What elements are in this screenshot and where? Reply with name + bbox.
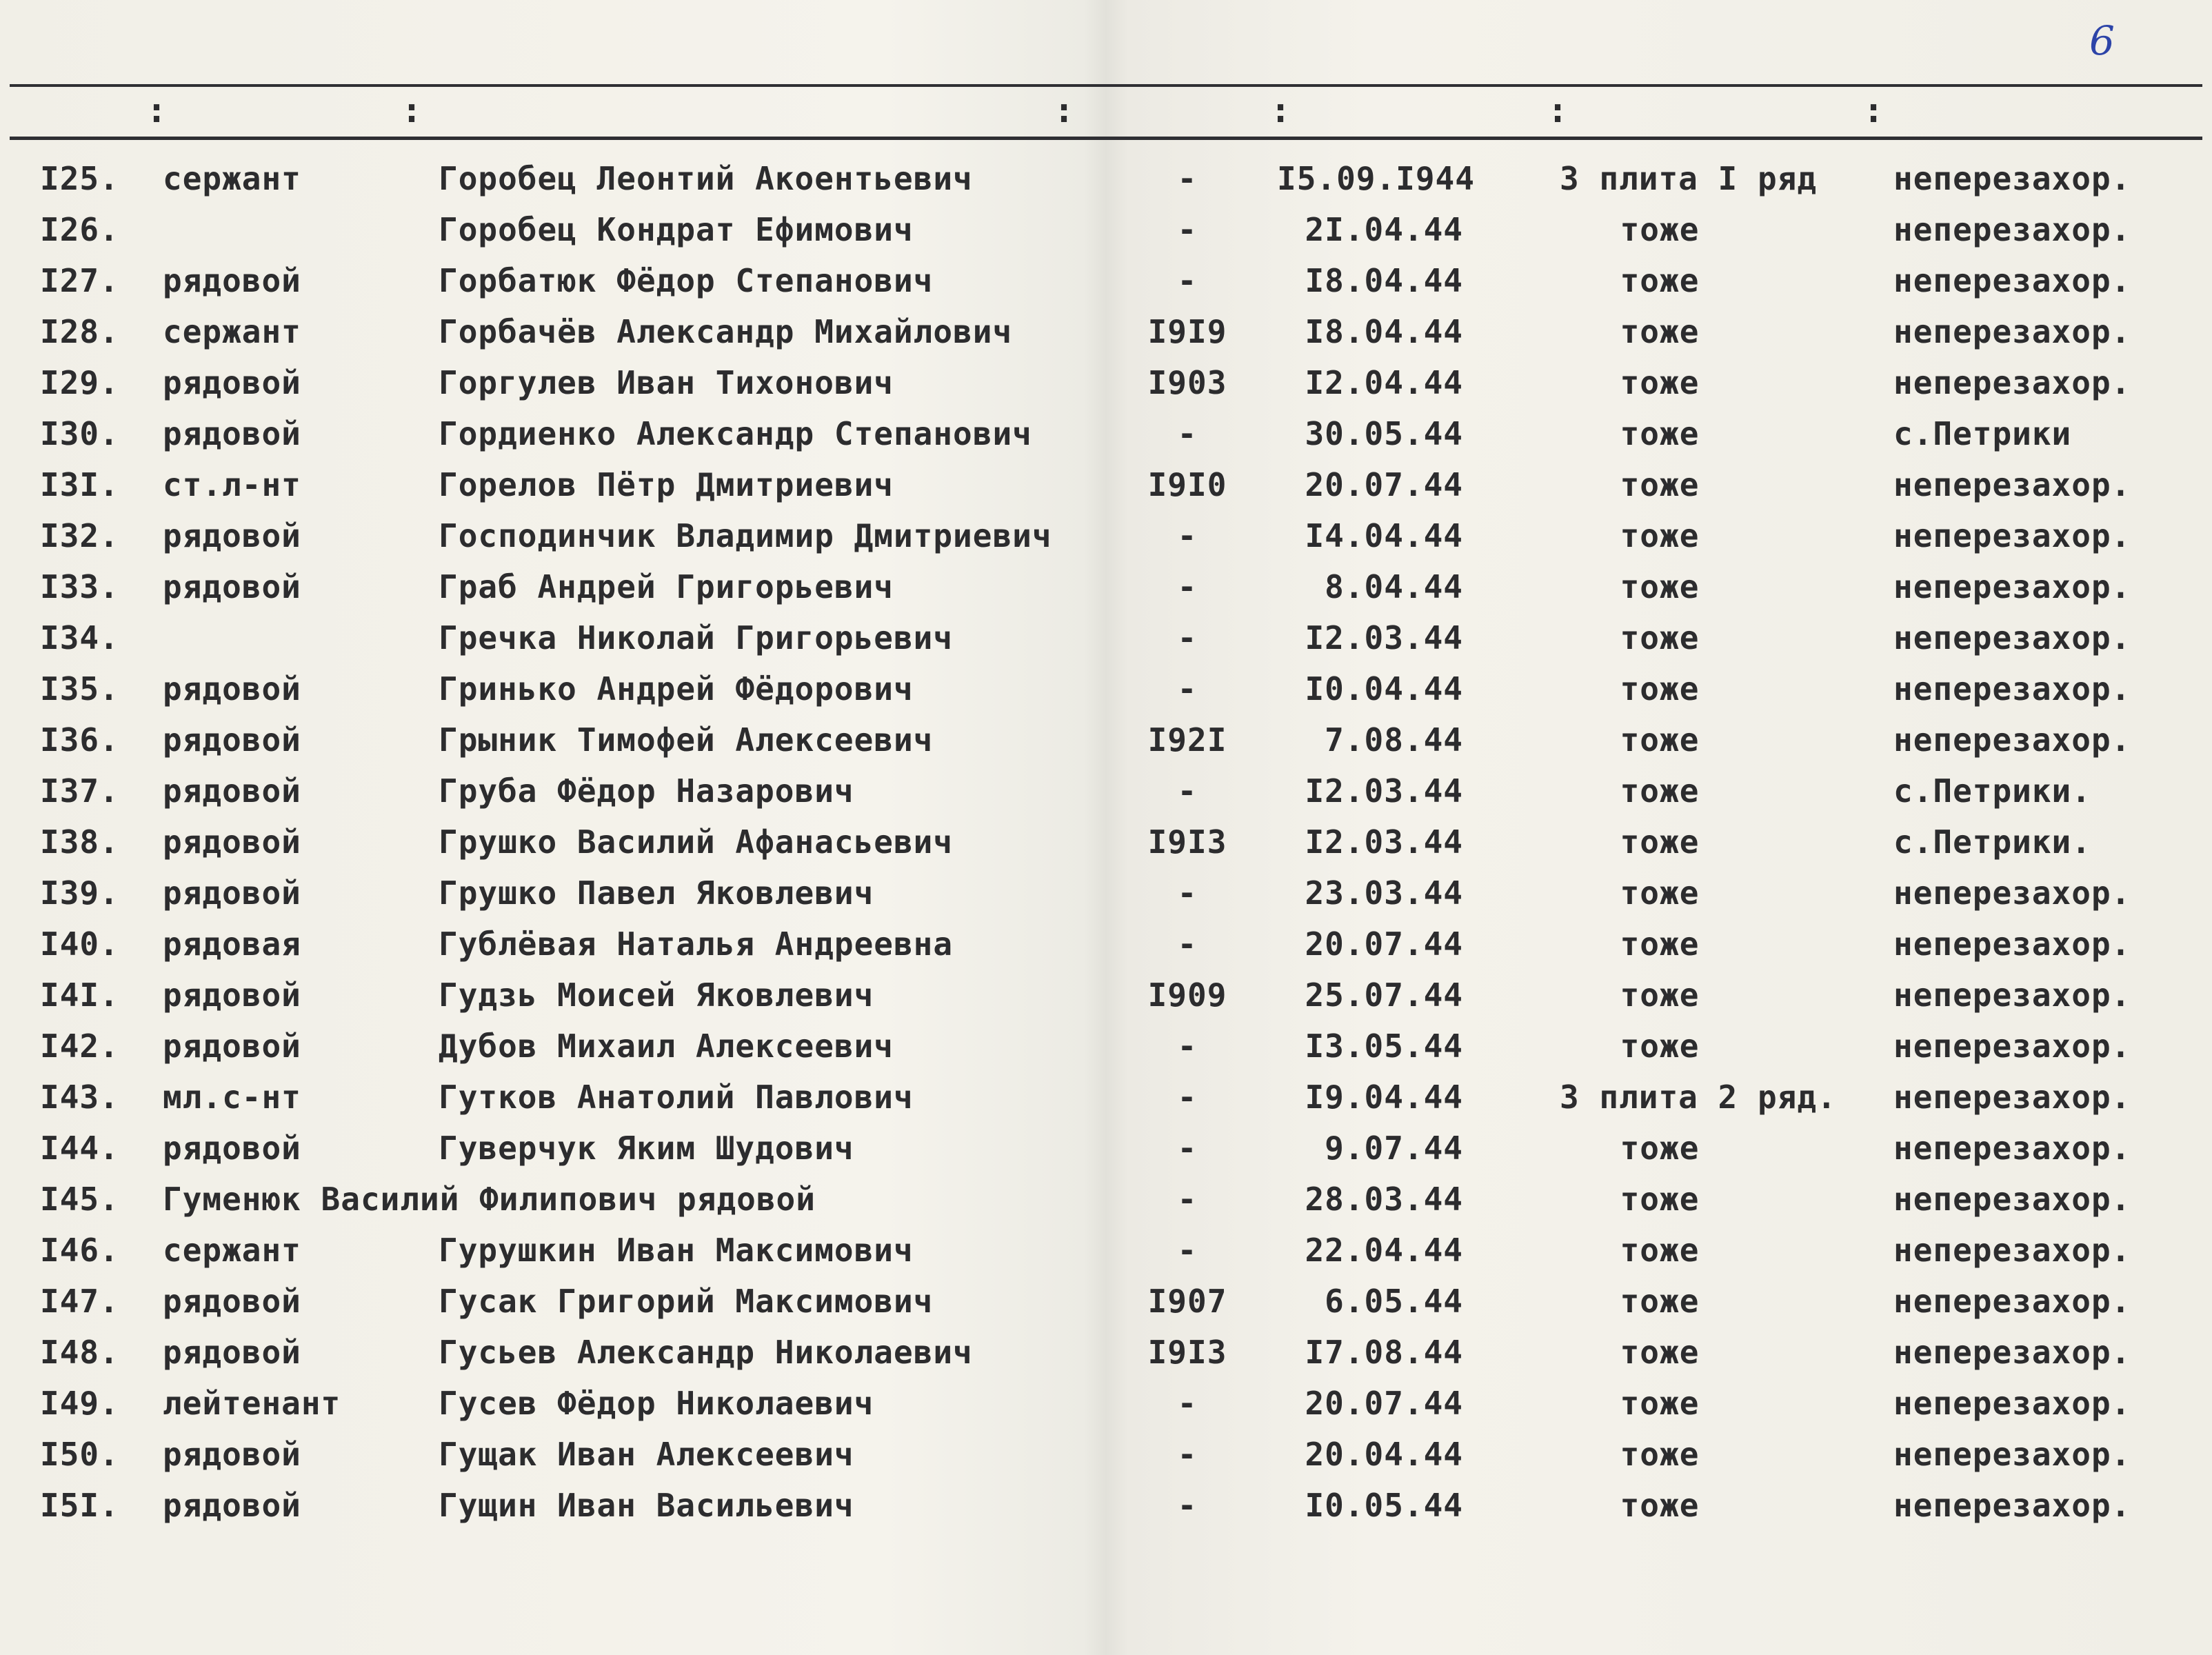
table-row (0, 1225, 2212, 1276)
table-row (0, 510, 2212, 561)
full-name: Грушко Павел Яковлевич (439, 874, 874, 912)
burial-location: тоже (1620, 1232, 1700, 1269)
reburial-status: неперезахор. (1893, 1487, 2131, 1524)
record-number: I26. (40, 211, 119, 248)
death-date: I9.04.44 (1305, 1079, 1463, 1116)
table-row (0, 765, 2212, 816)
table-row (0, 867, 2212, 919)
table-row (0, 1480, 2212, 1531)
full-name: Груба Фёдор Назарович (439, 772, 854, 810)
military-rank: рядовой (163, 1436, 301, 1473)
military-rank: рядовой (163, 415, 301, 452)
burial-location: тоже (1620, 772, 1700, 810)
reburial-status: неперезахор. (1893, 1283, 2131, 1320)
death-date: 20.07.44 (1305, 925, 1463, 963)
military-rank: ст.л-нт (163, 466, 301, 503)
burial-location: тоже (1620, 262, 1700, 299)
birth-year: - (1177, 160, 1198, 197)
full-name: Гусьев Александр Николаевич (439, 1334, 973, 1371)
burial-location: тоже (1620, 1027, 1700, 1065)
record-number: I30. (40, 415, 119, 452)
death-date: I4.04.44 (1305, 517, 1463, 554)
record-number: I5I. (40, 1487, 119, 1524)
header-rule-bottom (10, 137, 2202, 140)
record-number: I46. (40, 1232, 119, 1269)
full-name: Горобец Леонтий Акоентьевич (439, 160, 973, 197)
full-name: Граб Андрей Григорьевич (439, 568, 894, 605)
table-row (0, 919, 2212, 970)
full-name: Гусак Григорий Максимович (439, 1283, 934, 1320)
full-name: Горобец Кондрат Ефимович (439, 211, 914, 248)
header-separator: : (1547, 90, 1569, 130)
reburial-status: неперезахор. (1893, 262, 2131, 299)
reburial-status: неперезахор. (1893, 1079, 2131, 1116)
table-row (0, 459, 2212, 510)
table-row (0, 612, 2212, 663)
birth-year: - (1177, 568, 1198, 605)
reburial-status: неперезахор. (1893, 160, 2131, 197)
table-row (0, 714, 2212, 765)
birth-year: I9I0 (1147, 466, 1227, 503)
burial-location: тоже (1620, 1487, 1700, 1524)
burial-location: тоже (1620, 1385, 1700, 1422)
reburial-status: неперезахор. (1893, 568, 2131, 605)
record-number: I49. (40, 1385, 119, 1422)
record-number: I47. (40, 1283, 119, 1320)
birth-year: - (1177, 517, 1198, 554)
birth-year: I903 (1147, 364, 1227, 401)
military-rank: рядовой (163, 1487, 301, 1524)
header-rule-top (10, 84, 2202, 87)
reburial-status: неперезахор. (1893, 721, 2131, 759)
military-rank: лейтенант (163, 1385, 341, 1422)
table-row (0, 255, 2212, 306)
burial-location: тоже (1620, 670, 1700, 708)
record-number: I43. (40, 1079, 119, 1116)
table-row (0, 561, 2212, 612)
military-rank: рядовой (163, 670, 301, 708)
reburial-status: с.Петрики. (1893, 772, 2091, 810)
military-rank: рядовой (163, 262, 301, 299)
reburial-status: неперезахор. (1893, 517, 2131, 554)
death-date: I0.05.44 (1305, 1487, 1463, 1524)
military-rank: мл.с-нт (163, 1079, 301, 1116)
table-row (0, 1378, 2212, 1429)
record-number: I4I. (40, 976, 119, 1014)
full-name: Горелов Пётр Дмитриевич (439, 466, 894, 503)
reburial-status: с.Петрики (1893, 415, 2072, 452)
burial-location: тоже (1620, 1334, 1700, 1371)
birth-year: - (1177, 415, 1198, 452)
burial-location: тоже (1620, 568, 1700, 605)
record-number: I37. (40, 772, 119, 810)
birth-year: - (1177, 1130, 1198, 1167)
full-name: Дубов Михаил Алексеевич (439, 1027, 894, 1065)
full-name: Грыник Тимофей Алексеевич (439, 721, 934, 759)
burial-location: 3 плита I ряд (1560, 160, 1818, 197)
full-name: Гринько Андрей Фёдорович (439, 670, 914, 708)
record-number: I25. (40, 160, 119, 197)
birth-year: - (1177, 211, 1198, 248)
table-row (0, 357, 2212, 408)
record-number: I33. (40, 568, 119, 605)
burial-location: тоже (1620, 925, 1700, 963)
table-row (0, 204, 2212, 255)
death-date: 7.08.44 (1325, 721, 1463, 759)
birth-year: I907 (1147, 1283, 1227, 1320)
death-date: 8.04.44 (1325, 568, 1463, 605)
birth-year: - (1177, 772, 1198, 810)
reburial-status: неперезахор. (1893, 670, 2131, 708)
table-row (0, 1327, 2212, 1378)
burial-location: тоже (1620, 313, 1700, 350)
military-rank: сержант (163, 160, 301, 197)
death-date: 2I.04.44 (1305, 211, 1463, 248)
death-date: 9.07.44 (1325, 1130, 1463, 1167)
reburial-status: неперезахор. (1893, 1385, 2131, 1422)
military-rank: рядовой (163, 568, 301, 605)
military-rank: рядовой (163, 976, 301, 1014)
burial-location: тоже (1620, 364, 1700, 401)
burial-location: тоже (1620, 466, 1700, 503)
burial-location: тоже (1620, 874, 1700, 912)
birth-year: - (1177, 1181, 1198, 1218)
military-rank: рядовой (163, 874, 301, 912)
table-row (0, 1429, 2212, 1480)
birth-year: - (1177, 1385, 1198, 1422)
reburial-status: неперезахор. (1893, 1232, 2131, 1269)
military-rank: рядовой (163, 364, 301, 401)
death-date: I2.03.44 (1305, 772, 1463, 810)
death-date: 25.07.44 (1305, 976, 1463, 1014)
birth-year: - (1177, 619, 1198, 656)
burial-location: тоже (1620, 823, 1700, 861)
header-separator: : (1270, 90, 1291, 130)
full-name: Горгулев Иван Тихонович (439, 364, 894, 401)
reburial-status: неперезахор. (1893, 364, 2131, 401)
record-number: I27. (40, 262, 119, 299)
birth-year: - (1177, 1436, 1198, 1473)
record-number: I35. (40, 670, 119, 708)
header-separator: : (146, 90, 168, 130)
record-number: I3I. (40, 466, 119, 503)
military-rank: рядовой (163, 772, 301, 810)
military-rank: рядовой (163, 721, 301, 759)
military-rank: рядовой (163, 517, 301, 554)
full-name: Господинчик Владимир Дмитриевич (439, 517, 1052, 554)
record-number: I29. (40, 364, 119, 401)
death-date: 23.03.44 (1305, 874, 1463, 912)
full-name: Горбачёв Александр Михайлович (439, 313, 1013, 350)
death-date: I0.04.44 (1305, 670, 1463, 708)
full-name: Гутков Анатолий Павлович (439, 1079, 914, 1116)
full-name: Гущин Иван Васильевич (439, 1487, 854, 1524)
table-row (0, 1276, 2212, 1327)
record-number: I50. (40, 1436, 119, 1473)
military-rank: сержант (163, 1232, 301, 1269)
death-date: 20.07.44 (1305, 1385, 1463, 1422)
burial-location: 3 плита 2 ряд. (1560, 1079, 1837, 1116)
military-rank: сержант (163, 313, 301, 350)
military-rank: рядовой (163, 1130, 301, 1167)
table-row (0, 1174, 2212, 1225)
death-date: 20.07.44 (1305, 466, 1463, 503)
death-date: I2.03.44 (1305, 823, 1463, 861)
record-number: I39. (40, 874, 119, 912)
full-name: Гудзь Моисей Яковлевич (439, 976, 874, 1014)
birth-year: I9I3 (1147, 1334, 1227, 1371)
record-number: I38. (40, 823, 119, 861)
burial-location: тоже (1620, 721, 1700, 759)
full-name: Гусев Фёдор Николаевич (439, 1385, 874, 1422)
burial-location: тоже (1620, 415, 1700, 452)
burial-location: тоже (1620, 1283, 1700, 1320)
record-number: I42. (40, 1027, 119, 1065)
burial-location: тоже (1620, 619, 1700, 656)
death-date: I7.08.44 (1305, 1334, 1463, 1371)
full-name: Гуверчук Яким Шудович (439, 1130, 854, 1167)
military-rank: рядовой (163, 1334, 301, 1371)
table-row (0, 306, 2212, 357)
burial-location: тоже (1620, 1181, 1700, 1218)
reburial-status: с.Петрики. (1893, 823, 2091, 861)
full-name: Гущак Иван Алексеевич (439, 1436, 854, 1473)
birth-year: - (1177, 1079, 1198, 1116)
record-number: I36. (40, 721, 119, 759)
full-name: Гордиенко Александр Степанович (439, 415, 1032, 452)
header-separator: : (401, 90, 423, 130)
record-number: I48. (40, 1334, 119, 1371)
birth-year: I909 (1147, 976, 1227, 1014)
header-separator: : (1054, 90, 1075, 130)
reburial-status: неперезахор. (1893, 619, 2131, 656)
reburial-status: неперезахор. (1893, 1436, 2131, 1473)
reburial-status: неперезахор. (1893, 874, 2131, 912)
record-number: I34. (40, 619, 119, 656)
table-row (0, 970, 2212, 1021)
full-name: Гречка Николай Григорьевич (439, 619, 954, 656)
record-number: I28. (40, 313, 119, 350)
birth-year: - (1177, 1027, 1198, 1065)
burial-location: тоже (1620, 211, 1700, 248)
record-number: I44. (40, 1130, 119, 1167)
death-date: I8.04.44 (1305, 262, 1463, 299)
birth-year: I9I9 (1147, 313, 1227, 350)
full-name: Гурушкин Иван Максимович (439, 1232, 914, 1269)
birth-year: - (1177, 670, 1198, 708)
death-date: I8.04.44 (1305, 313, 1463, 350)
reburial-status: неперезахор. (1893, 1130, 2131, 1167)
reburial-status: неперезахор. (1893, 313, 2131, 350)
page-number: 6 (2089, 17, 2115, 64)
birth-year: - (1177, 1487, 1198, 1524)
table-row (0, 1123, 2212, 1174)
military-rank: рядовая (163, 925, 301, 963)
military-rank: рядовой (163, 823, 301, 861)
death-date: 6.05.44 (1325, 1283, 1463, 1320)
reburial-status: неперезахор. (1893, 466, 2131, 503)
record-number: I32. (40, 517, 119, 554)
table-row (0, 816, 2212, 867)
reburial-status: неперезахор. (1893, 211, 2131, 248)
burial-location: тоже (1620, 1436, 1700, 1473)
birth-year: - (1177, 925, 1198, 963)
full-name: Горбатюк Фёдор Степанович (439, 262, 934, 299)
death-date: 20.04.44 (1305, 1436, 1463, 1473)
reburial-status: неперезахор. (1893, 1027, 2131, 1065)
record-number: I40. (40, 925, 119, 963)
birth-year: I92I (1147, 721, 1227, 759)
table-row (0, 1072, 2212, 1123)
birth-year: - (1177, 1232, 1198, 1269)
table-row (0, 663, 2212, 714)
reburial-status: неперезахор. (1893, 976, 2131, 1014)
reburial-status: неперезахор. (1893, 1334, 2131, 1371)
death-date: I3.05.44 (1305, 1027, 1463, 1065)
birth-year: - (1177, 874, 1198, 912)
death-date: 30.05.44 (1305, 415, 1463, 452)
birth-year: - (1177, 262, 1198, 299)
birth-year: I9I3 (1147, 823, 1227, 861)
header-separator: : (1863, 90, 1884, 130)
burial-location: тоже (1620, 1130, 1700, 1167)
death-date: I5.09.I944 (1277, 160, 1475, 197)
table-row (0, 153, 2212, 204)
death-date: I2.04.44 (1305, 364, 1463, 401)
military-rank: рядовой (163, 1027, 301, 1065)
table-row (0, 1021, 2212, 1072)
table-row (0, 408, 2212, 459)
military-rank: Гуменюк Василий Филипович рядовой (163, 1181, 816, 1218)
record-number: I45. (40, 1181, 119, 1218)
full-name: Гублёвая Наталья Андреевна (439, 925, 954, 963)
reburial-status: неперезахор. (1893, 1181, 2131, 1218)
full-name: Грушко Василий Афанасьевич (439, 823, 954, 861)
death-date: 22.04.44 (1305, 1232, 1463, 1269)
reburial-status: неперезахор. (1893, 925, 2131, 963)
burial-location: тоже (1620, 976, 1700, 1014)
military-rank: рядовой (163, 1283, 301, 1320)
death-date: I2.03.44 (1305, 619, 1463, 656)
death-date: 28.03.44 (1305, 1181, 1463, 1218)
burial-location: тоже (1620, 517, 1700, 554)
